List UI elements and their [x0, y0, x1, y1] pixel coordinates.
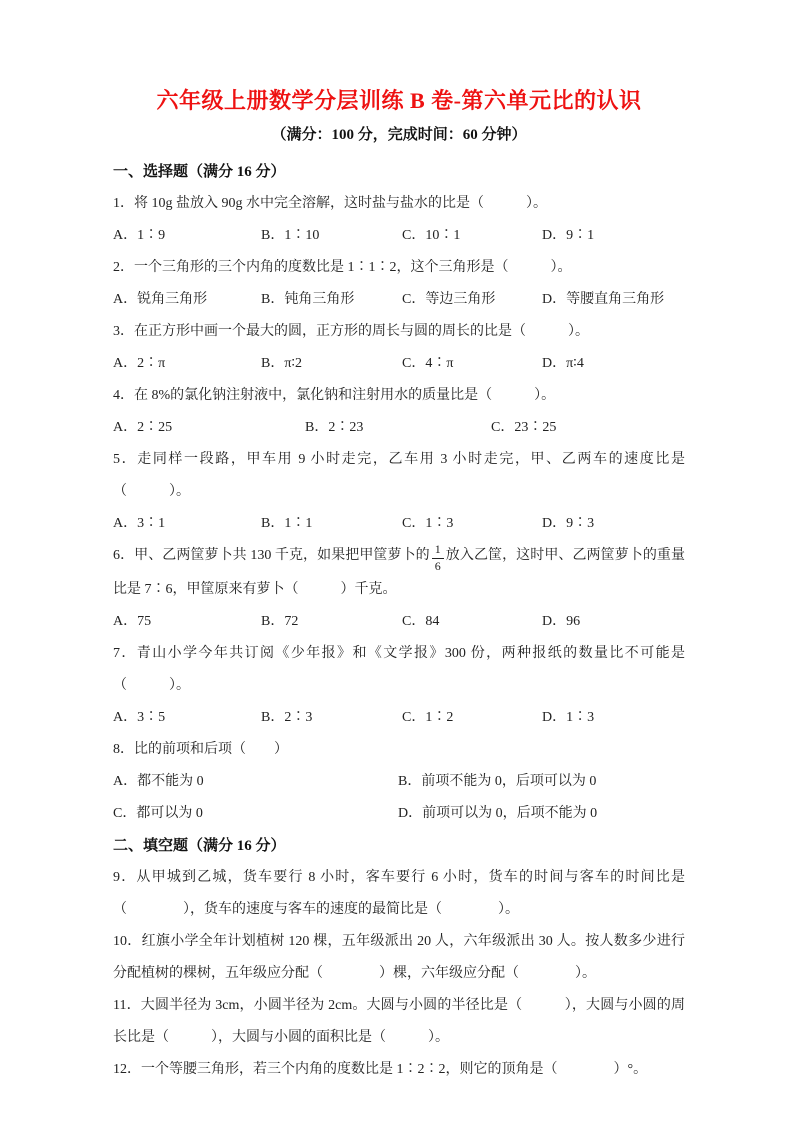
q1-option-b: B．1∶10	[261, 227, 320, 243]
section-heading-choice: 一、选择题（满分 16 分）	[113, 163, 286, 180]
q6-text-after-fraction: 放入乙筐，这时甲、乙两筐萝卜的重量比是 7∶6，甲筐原来有萝卜（ ）千克。	[113, 547, 686, 597]
question-4-options	[113, 412, 685, 444]
question-5-options	[113, 508, 685, 540]
question-12-text: 12．一个等腰三角形，若三个内角的度数比是 1∶2∶2，则它的顶角是（ ）°。	[113, 1061, 648, 1077]
q2-option-a: A．锐角三角形	[113, 291, 208, 307]
q8-option-b: B．前项不能为 0，后项可以为 0	[398, 773, 597, 789]
question-6-options	[113, 606, 685, 638]
question-8-options-row-2	[113, 798, 685, 830]
question-3-text: 3．在正方形中画一个最大的圆，正方形的周长与圆的周长的比是（ ）。	[113, 323, 589, 339]
question-2-text: 2．一个三角形的三个内角的度数比是 1∶1∶2，这个三角形是（ ）。	[113, 259, 572, 275]
q2-option-d: D．等腰直角三角形	[542, 291, 665, 307]
q6-option-a: A．75	[113, 613, 152, 629]
q6-text-before-fraction: 6．甲、乙两筐萝卜共 130 千克，如果把甲筐萝卜的	[113, 547, 430, 563]
fraction-one-sixth	[432, 543, 444, 574]
question-5-text: 5．走同样一段路，甲车用 9 小时走完，乙车用 3 小时走完，甲、乙两车的速度比是（ ）。	[113, 451, 685, 499]
question-8-options-row-1	[113, 766, 685, 798]
section-heading-fill-blank: 二、填空题（满分 16 分）	[113, 837, 286, 854]
q7-option-d: D．1∶3	[542, 709, 595, 725]
q4-option-b: B．2∶23	[305, 419, 364, 435]
q3-option-d: D．π∶4	[542, 355, 584, 371]
q1-option-c: C．10∶1	[402, 227, 461, 243]
q3-option-c: C．4∶π	[402, 355, 454, 371]
q3-option-b: B．π∶2	[261, 355, 303, 371]
q8-option-c: C．都可以为 0	[113, 805, 203, 821]
question-1-text: 1．将 10g 盐放入 90g 水中完全溶解，这时盐与盐水的比是（ ）。	[113, 195, 547, 211]
page-subtitle: （满分：100 分，完成时间：60 分钟）	[271, 126, 527, 143]
fraction-numerator: 1	[432, 543, 444, 559]
q4-option-a: A．2∶25	[113, 419, 173, 435]
question-6-text	[113, 540, 685, 606]
question-4-text: 4．在 8%的氯化钠注射液中，氯化钠和注射用水的质量比是（ ）。	[113, 387, 556, 403]
question-11-text: 11．大圆半径为 3cm，小圆半径为 2cm。大圆与小圆的半径比是（ ），大圆与小圆的周长比是（ ），大圆与小圆的面积比是（ ）。	[113, 997, 685, 1045]
q8-option-d: D．前项可以为 0，后项不能为 0	[398, 805, 598, 821]
q5-option-a: A．3∶1	[113, 515, 166, 531]
question-8-text: 8．比的前项和后项（ ）	[113, 741, 288, 757]
q8-option-a: A．都不能为 0	[113, 773, 204, 789]
question-2-options	[113, 284, 685, 316]
question-10-text: 10．红旗小学全年计划植树 120 棵，五年级派出 20 人，六年级派出 30 人。按人数多少进行分配植树的棵树，五年级应分配（ ）棵，六年级应分配（ ）。	[113, 933, 685, 981]
question-9-text: 9．从甲城到乙城，货车要行 8 小时，客车要行 6 小时，货车的时间与客车的时间比是（ ），货车的速度与客车的速度的最简比是（ ）。	[113, 869, 685, 917]
q4-option-c: C．23∶25	[491, 419, 557, 435]
q7-option-c: C．1∶2	[402, 709, 454, 725]
q7-option-b: B．2∶3	[261, 709, 313, 725]
q5-option-b: B．1∶1	[261, 515, 313, 531]
q2-option-b: B．钝角三角形	[261, 291, 355, 307]
q2-option-c: C．等边三角形	[402, 291, 496, 307]
question-3-options	[113, 348, 685, 380]
question-1-options	[113, 220, 685, 252]
q6-option-c: C．84	[402, 613, 440, 629]
page-title: 六年级上册数学分层训练 B 卷-第六单元比的认识	[156, 88, 642, 113]
q1-option-d: D．9∶1	[542, 227, 595, 243]
q1-option-a: A．1∶9	[113, 227, 166, 243]
q5-option-c: C．1∶3	[402, 515, 454, 531]
q7-option-a: A．3∶5	[113, 709, 166, 725]
q6-option-b: B．72	[261, 613, 299, 629]
q5-option-d: D．9∶3	[542, 515, 595, 531]
q6-option-d: D．96	[542, 613, 581, 629]
q3-option-a: A．2∶π	[113, 355, 166, 371]
fraction-denominator: 6	[434, 558, 441, 573]
question-7-text: 7．青山小学今年共订阅《少年报》和《文学报》300 份，两种报纸的数量比不可能是（ ）。	[113, 645, 685, 693]
question-7-options	[113, 702, 685, 734]
